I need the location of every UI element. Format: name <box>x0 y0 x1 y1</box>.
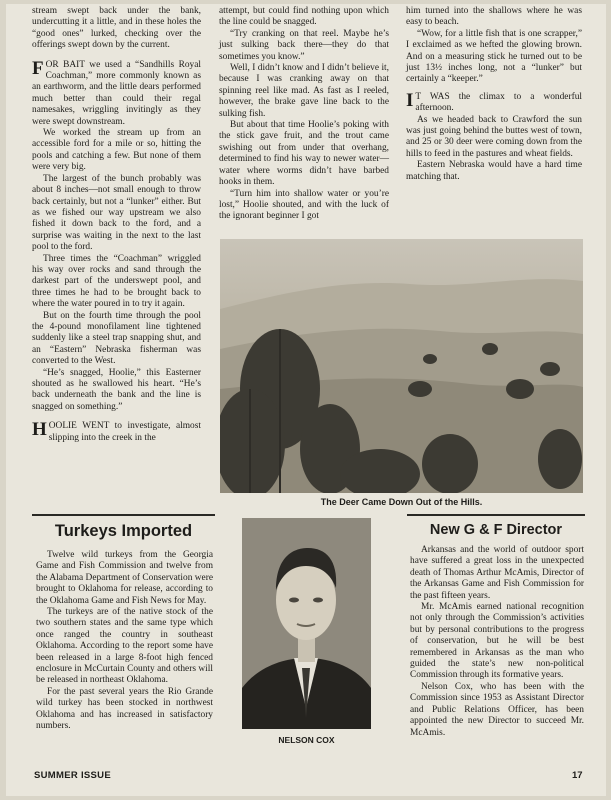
section-divider <box>32 514 215 516</box>
photo-caption: The Deer Came Down Out of the Hills. <box>320 497 483 507</box>
paragraph: Three times the “Coachman” wriggled his way over rocks and sand through the darkest part of the underswept pool, and three times he had to be brought back to where the water poured in to try it again. <box>32 253 201 310</box>
article-column-3 <box>406 6 582 183</box>
paragraph: The largest of the bunch probably was about 8 inches—not small enough to throw back certainly, but not a “lunker” either. But as we fished our way upstream we also fished it down back to the ford, and a surprise was waiting in the next to the last pool to the ford. <box>32 173 201 253</box>
paragraph: “Wow, for a little fish that is one scrapper,” I exclaimed as we hefted the glowing brown. And on a measuring stick he turned out to be just 13½ inches long, not a “lunker” but certainly a “keeper.” <box>406 28 582 85</box>
paragraph: him turned into the shallows where he was easy to beach. <box>406 6 582 28</box>
director-heading: New G & F Director <box>429 522 563 538</box>
article-column-2 <box>219 6 389 223</box>
paragraph: Mr. McAmis earned national recognition not only through the Commission’s activities but by personal contributions to the progress of conservation, but he will be best remembered in Arkansas as the man who guided the state’s new non-political Commission through its formative years. <box>410 602 584 681</box>
paragraph: Nelson Cox, who has been with the Commission since 1953 as Assistant Director and Public Relations Officer, has been appointed the new Director to succeed Mr. McAmis. <box>410 681 584 738</box>
paragraph: The turkeys are of the native stock of the two southern states and the same type which once ranged the country in southeast Oklahoma. According to the report some have been released in a large 8-foot high fenced enclosure in McCurtain County and others will be released in northeast Oklahoma. <box>36 607 213 686</box>
paragraph: Arkansas and the world of outdoor sport have suffered a great loss in the unexpected death of Thomas Arthur McAmis, Director of the Arkansas Game and Fish Commission for the past fifteen years. <box>410 545 584 601</box>
issue-label: SUMMER ISSUE <box>34 770 111 781</box>
page-number: 17 <box>572 770 583 781</box>
director-article <box>410 545 584 739</box>
paragraph: “He’s snagged, Hoolie,” this Easterner shouted as he swallowed his heart. “He’s back underneath the bank and the line is snagged on something.” <box>32 367 201 412</box>
hills-photo <box>220 239 583 493</box>
paragraph: Well, I didn’t know and I didn’t believe it, because I was cranking away on that spinning reel like mad. As fast as I reeled, however, the brake gave line back to the sulking fish. <box>219 63 389 119</box>
paragraph: Twelve wild turkeys from the Georgia Game and Fish Commission and twelve from the Alabama Department of Conservation were brought to Oklahoma for release, according to the Oklahoma Game and Fish News for May. <box>36 550 213 606</box>
article-column-1 <box>32 6 201 444</box>
paragraph: HOOLIE WENT to investigate, almost slipping into the creek in the <box>32 419 201 443</box>
turkeys-heading: Turkeys Imported <box>54 522 193 540</box>
nelson-cox-portrait <box>242 518 371 729</box>
paragraph: FOR BAIT we used a “Sandhills Royal Coachman,” more commonly known as an earthworm, and the little dears performed much better than could their regal namesakes, wriggling invitingly as they were swept downstream. <box>32 57 201 127</box>
section-divider <box>407 514 585 516</box>
hills-landscape-image <box>220 239 583 493</box>
portrait-image <box>242 518 371 729</box>
paragraph: “Turn him into shallow water or you’re lost,” Hoolie shouted, and with the luck of the ignorant beginner I got <box>219 188 389 222</box>
paragraph: attempt, but could find nothing upon which the line could be snagged. <box>219 6 389 28</box>
paragraph: IT WAS the climax to a wonderful afternoon. <box>406 89 582 114</box>
turkeys-article <box>36 550 213 733</box>
paragraph: Eastern Nebraska would have a hard time matching that. <box>406 160 582 182</box>
magazine-page <box>6 4 606 796</box>
paragraph: For the past several years the Rio Grande wild turkey has been stocked in northwest Oklahoma and has increased in satisfactory numbers. <box>36 686 213 732</box>
paragraph: “Try cranking on that reel. Maybe he’s just sulking back there—they do that sometimes you know.” <box>219 28 389 62</box>
paragraph: stream swept back under the bank, undercutting it a little, and in these holes the “good ones” lurked, checking over the offerings swept down by the current. <box>32 6 201 51</box>
portrait-caption: NELSON COX <box>278 735 335 745</box>
paragraph: We worked the stream up from an accessible ford for a mile or so, hitting the pools and catching a few. But none of them were very big. <box>32 128 201 173</box>
paragraph: But about that time Hoolie’s poking with the stick gave fruit, and the trout came swishing out from under that overhang, determined to find his way to newer water—water where worms didn’t have barbed hooks in them. <box>219 120 389 188</box>
paragraph: But on the fourth time through the pool the 4-pound monofilament line tightened suddenly like a steel trap snapping shut, and an “Eastern” Nebraska fisherman was converted to the West. <box>32 310 201 367</box>
paragraph: As we headed back to Crawford the sun was just going behind the buttes west of town, and 25 or 30 deer were coming down from the hills to feed in the pastures and wheat fields. <box>406 114 582 159</box>
